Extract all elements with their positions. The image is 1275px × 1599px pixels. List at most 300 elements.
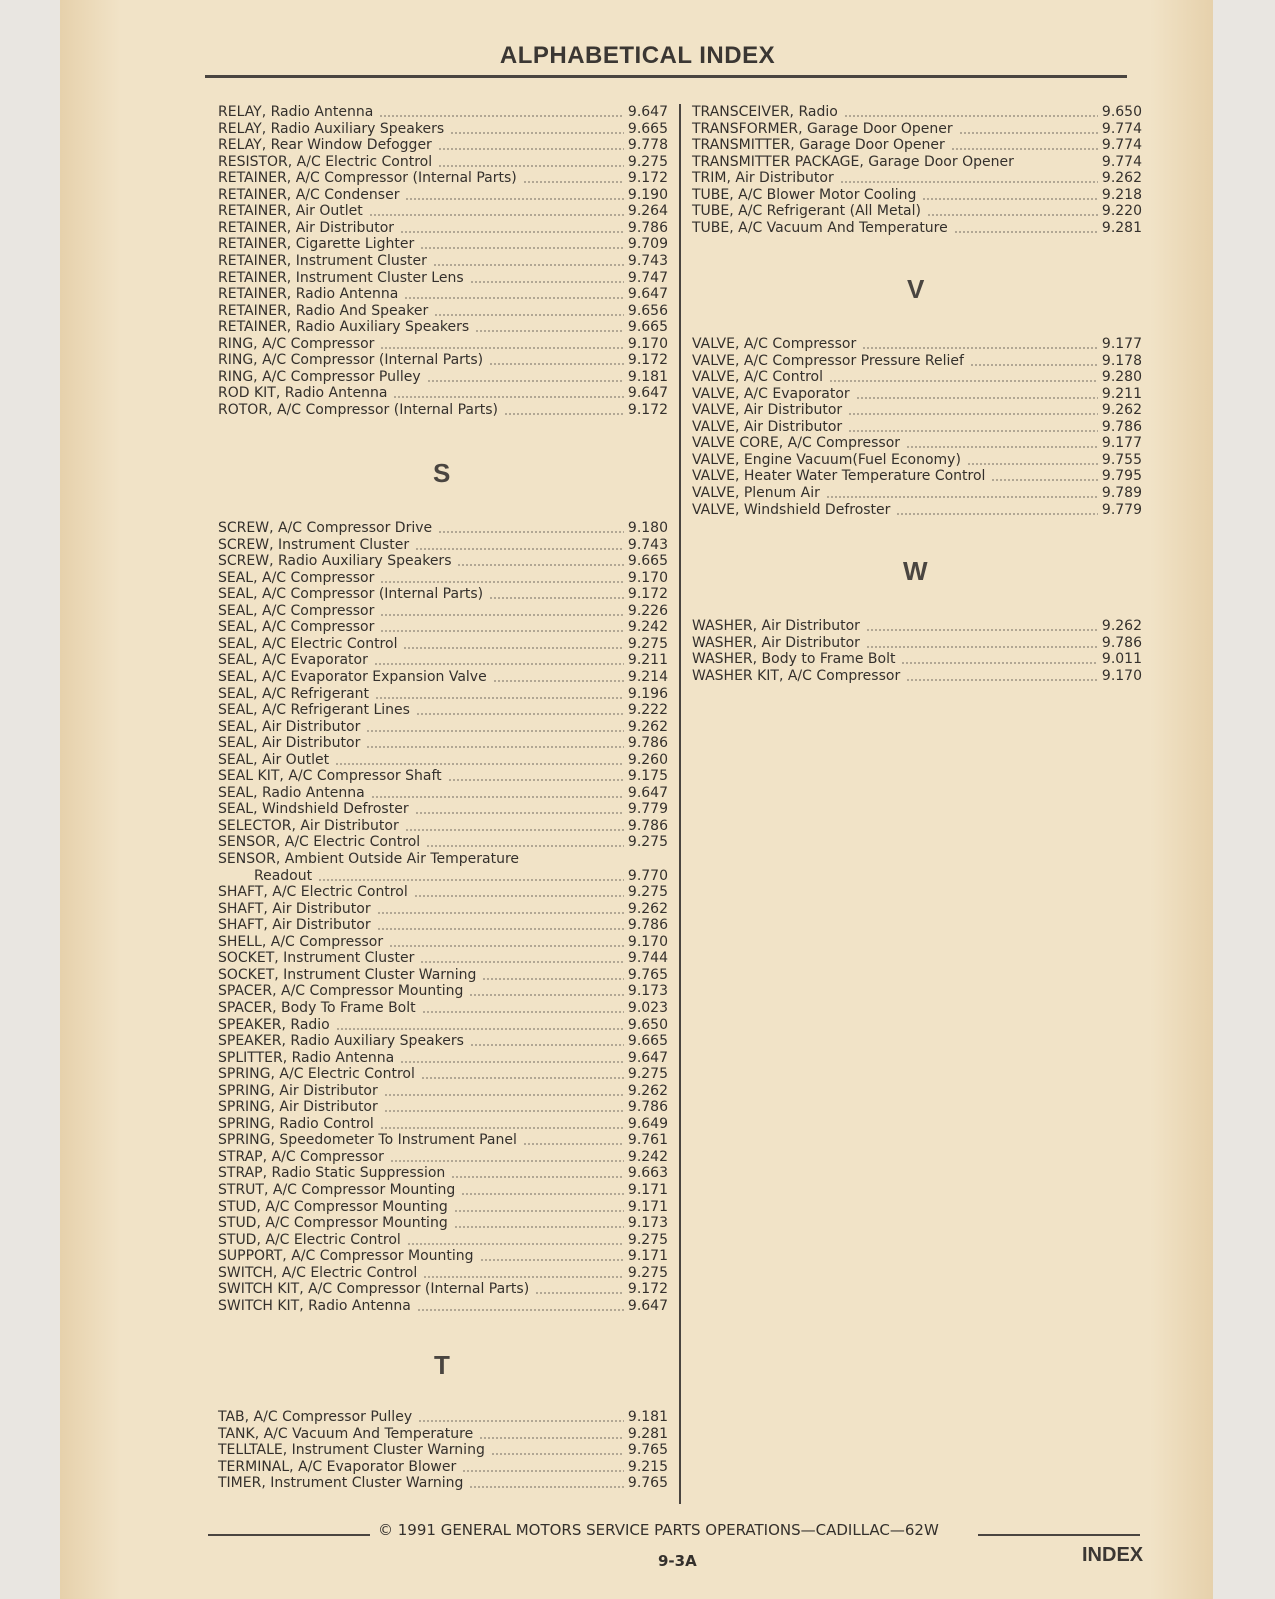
entry-label: SPEAKER, Radio Auxiliary Speakers <box>218 1033 464 1050</box>
index-entry <box>218 154 668 171</box>
dot-leader <box>423 1276 624 1278</box>
entry-label: TELLTALE, Instrument Cluster Warning <box>218 1442 485 1459</box>
entry-label: RETAINER, Instrument Cluster Lens <box>218 269 464 286</box>
index-entry <box>218 1149 668 1166</box>
index-entry <box>218 369 668 386</box>
entry-label: WASHER, Body to Frame Bolt <box>692 651 896 668</box>
entry-label: SPLITTER, Radio Antenna <box>218 1049 395 1066</box>
entry-label: SPRING, Air Distributor <box>218 1099 378 1116</box>
index-entry <box>218 1265 668 1282</box>
index-entry <box>218 286 668 303</box>
dot-leader <box>384 1110 624 1112</box>
entry-page-number: 9.786 <box>627 735 668 752</box>
dot-leader <box>427 380 624 382</box>
dot-leader <box>421 1077 624 1079</box>
entry-page-number: 9.275 <box>627 635 668 652</box>
dot-leader <box>380 347 623 349</box>
entry-page-number: 9.262 <box>627 718 668 735</box>
dot-leader <box>451 1176 624 1178</box>
entry-label: SELECTOR, Air Distributor <box>218 817 399 834</box>
entry-label: STRAP, Radio Static Suppression <box>218 1165 446 1182</box>
dot-leader <box>504 413 624 415</box>
entry-label: STUD, A/C Compressor Mounting <box>218 1215 448 1232</box>
entry-label: VALVE, Plenum Air <box>692 484 820 501</box>
entry-page-number: 9.765 <box>627 1442 668 1459</box>
index-entry <box>218 1199 668 1216</box>
entry-label: RETAINER, Radio Auxiliary Speakers <box>218 319 470 336</box>
page-title: ALPHABETICAL INDEX <box>499 42 776 69</box>
entry-page-number: 9.647 <box>627 1297 668 1314</box>
entry-page-number: 9.170 <box>627 335 668 352</box>
index-entry <box>218 768 668 785</box>
entry-label: SCREW, A/C Compressor Drive <box>218 520 433 536</box>
entry-label: SENSOR, A/C Electric Control <box>218 834 421 851</box>
dot-leader <box>927 214 1098 216</box>
entry-page-number: 9.177 <box>1101 435 1142 452</box>
entry-label: VALVE, Air Distributor <box>692 418 843 435</box>
entry-page-number: 9.744 <box>627 950 668 967</box>
entry-label: SEAL, Air Distributor <box>218 718 361 735</box>
dot-leader <box>377 912 624 914</box>
entry-label: RELAY, Radio Antenna <box>218 104 374 120</box>
entry-page-number: 9.172 <box>627 401 668 418</box>
dot-leader <box>417 1309 624 1311</box>
entry-label: SOCKET, Instrument Cluster Warning <box>218 966 477 983</box>
dot-leader <box>335 763 624 765</box>
entry-label: SPRING, A/C Electric Control <box>218 1066 415 1083</box>
index-entry <box>218 603 668 620</box>
entry-page-number: 9.770 <box>627 867 668 884</box>
entry-label: SEAL, A/C Compressor <box>218 602 375 619</box>
dot-leader <box>389 945 624 947</box>
entry-label: SEAL, A/C Refrigerant Lines <box>218 702 410 719</box>
index-entry <box>218 785 668 802</box>
entry-page-number: 9.177 <box>1101 336 1142 352</box>
index-entry <box>692 187 1142 204</box>
dot-leader <box>438 148 624 150</box>
entry-page-number: 9.172 <box>627 352 668 369</box>
dot-leader <box>848 430 1098 432</box>
index-entry <box>218 303 668 320</box>
entry-page-number: 9.663 <box>627 1165 668 1182</box>
entry-page-number: 9.180 <box>627 520 668 536</box>
index-entry <box>218 220 668 237</box>
dot-leader <box>375 697 624 699</box>
title-rule <box>205 75 1127 78</box>
entry-label: RESISTOR, A/C Electric Control <box>218 153 433 170</box>
page-number: 9-3A <box>658 1552 697 1570</box>
entry-page-number: 9.765 <box>627 966 668 983</box>
entry-page-number: 9.262 <box>1101 170 1142 187</box>
entry-page-number: 9.215 <box>627 1458 668 1475</box>
entry-label: VALVE, A/C Evaporator <box>692 385 850 402</box>
section-letter-s: S <box>433 458 451 488</box>
index-entry <box>218 203 668 220</box>
index-entry <box>218 1083 668 1100</box>
index-entry <box>218 1475 668 1492</box>
dot-leader <box>438 531 624 533</box>
index-entry <box>692 502 1142 519</box>
entry-label: SEAL, A/C Evaporator <box>218 652 368 669</box>
index-entry <box>692 435 1142 452</box>
entry-page-number: 9.281 <box>627 1425 668 1442</box>
entry-page-number: 9.220 <box>1101 203 1142 220</box>
entry-page-number: 9.262 <box>1101 618 1142 634</box>
entry-label: ROD KIT, Radio Antenna <box>218 385 388 402</box>
entry-page-number: 9.789 <box>1101 484 1142 501</box>
entry-page-number: 9.774 <box>1101 153 1142 170</box>
entry-page-number: 9.264 <box>627 203 668 220</box>
index-entry <box>692 353 1142 370</box>
entry-label: SEAL, Air Outlet <box>218 751 330 768</box>
dot-leader <box>415 548 624 550</box>
dot-leader <box>377 928 624 930</box>
entry-page-number: 9.226 <box>627 602 668 619</box>
entry-label: SPACER, Body To Frame Bolt <box>218 999 416 1016</box>
dot-leader <box>901 662 1097 664</box>
index-entry <box>218 104 668 121</box>
entry-page-number: 9.211 <box>627 652 668 669</box>
index-entry <box>218 319 668 336</box>
index-entry <box>218 1459 668 1476</box>
index-entry <box>218 884 668 901</box>
entry-page-number: 9.747 <box>627 269 668 286</box>
entry-page-number: 9.786 <box>1101 418 1142 435</box>
dot-leader <box>523 1143 624 1145</box>
entry-page-number: 9.786 <box>627 817 668 834</box>
dot-leader <box>856 397 1098 399</box>
index-entry <box>218 121 668 138</box>
dot-leader <box>369 214 624 216</box>
entry-page-number: 9.795 <box>1101 468 1142 485</box>
entry-label: RETAINER, Instrument Cluster <box>218 252 427 269</box>
entry-label: RETAINER, Air Outlet <box>218 203 363 220</box>
index-entry <box>218 1033 668 1050</box>
index-entry <box>218 570 668 587</box>
entry-page-number: 9.656 <box>627 302 668 319</box>
dot-leader <box>866 629 1098 631</box>
entry-page-number: 9.170 <box>627 569 668 586</box>
dot-leader <box>489 597 624 599</box>
entry-label: STUD, A/C Electric Control <box>218 1231 401 1248</box>
entry-page-number: 9.275 <box>627 1066 668 1083</box>
index-entry <box>218 1248 668 1265</box>
dot-leader <box>380 1127 624 1129</box>
entry-page-number: 9.281 <box>1101 219 1142 236</box>
entry-label: TIMER, Instrument Cluster Warning <box>218 1475 464 1492</box>
index-entry <box>692 336 1142 353</box>
dot-leader <box>480 1259 624 1261</box>
index-entry <box>692 618 1142 635</box>
dot-leader <box>489 363 624 365</box>
entry-page-number: 9.275 <box>627 1264 668 1281</box>
entry-page-number: 9.242 <box>627 1148 668 1165</box>
index-entry <box>692 121 1142 138</box>
dot-leader <box>420 961 624 963</box>
entry-label: RETAINER, Radio And Speaker <box>218 302 429 319</box>
entry-page-number: 9.170 <box>627 933 668 950</box>
dot-leader <box>390 1160 624 1162</box>
entry-page-number: 9.172 <box>627 586 668 603</box>
index-entry <box>692 635 1142 652</box>
entry-page-number: 9.665 <box>627 1033 668 1050</box>
entry-page-number: 9.172 <box>627 1281 668 1298</box>
entry-label: SCREW, Radio Auxiliary Speakers <box>218 553 452 570</box>
entry-page-number: 9.786 <box>627 219 668 236</box>
dot-leader <box>403 647 623 649</box>
entry-page-number: 9.260 <box>627 751 668 768</box>
index-entry <box>218 752 668 769</box>
entry-page-number: 9.665 <box>627 319 668 336</box>
dot-leader <box>862 347 1098 349</box>
index-entry <box>218 586 668 603</box>
dot-leader <box>433 264 624 266</box>
dot-leader <box>951 148 1098 150</box>
dot-leader <box>420 247 624 249</box>
entry-label: VALVE, A/C Compressor <box>692 336 857 352</box>
dot-leader <box>523 181 624 183</box>
entry-label: SPRING, Air Distributor <box>218 1082 378 1099</box>
entry-label: TUBE, A/C Refrigerant (All Metal) <box>692 203 921 220</box>
entry-page-number: 9.175 <box>627 768 668 785</box>
index-entry <box>218 1215 668 1232</box>
dot-leader <box>380 614 624 616</box>
entry-page-number: 9.178 <box>1101 352 1142 369</box>
entry-label: SEAL, Windshield Defroster <box>218 801 409 818</box>
entry-page-number: 9.778 <box>627 137 668 154</box>
dot-leader <box>959 132 1098 134</box>
entry-page-number: 9.170 <box>1101 667 1142 684</box>
dot-leader <box>366 746 624 748</box>
entry-label: VALVE, Engine Vacuum(Fuel Economy) <box>692 451 961 468</box>
entry-label: SEAL, Radio Antenna <box>218 784 365 801</box>
dot-leader <box>844 115 1098 117</box>
dot-leader <box>462 1470 624 1472</box>
dot-leader <box>906 446 1098 448</box>
entry-label: RETAINER, Cigarette Lighter <box>218 236 415 253</box>
footer-rule-right <box>978 1534 1140 1536</box>
entry-label: SUPPORT, A/C Compressor Mounting <box>218 1248 474 1265</box>
index-entry <box>218 1066 668 1083</box>
index-entry <box>218 652 668 669</box>
copyright-notice: © 1991 GENERAL MOTORS SERVICE PARTS OPERATIONS—CADILLAC—62W <box>378 1521 939 1539</box>
entry-page-number: 9.774 <box>1101 137 1142 154</box>
entry-page-number: 9.647 <box>627 1049 668 1066</box>
entry-page-number: 9.023 <box>627 999 668 1016</box>
index-entry <box>692 137 1142 154</box>
index-entry <box>218 352 668 369</box>
entry-label: TRANSCEIVER, Radio <box>692 104 838 120</box>
index-entry <box>218 901 668 918</box>
entry-label: RING, A/C Compressor (Internal Parts) <box>218 352 484 369</box>
entry-page-number: 9.649 <box>627 1115 668 1132</box>
dot-leader <box>991 479 1097 481</box>
entry-page-number: 9.665 <box>627 553 668 570</box>
entry-label: SEAL, A/C Refrigerant <box>218 685 370 702</box>
entry-page-number: 9.650 <box>1101 104 1142 120</box>
index-entry <box>218 137 668 154</box>
index-entry <box>218 735 668 752</box>
entry-label: SEAL, A/C Compressor <box>218 569 375 586</box>
dot-leader <box>380 581 624 583</box>
entry-label: SHELL, A/C Compressor <box>218 933 384 950</box>
dot-leader <box>535 1292 624 1294</box>
entry-label: ROTOR, A/C Compressor (Internal Parts) <box>218 401 499 418</box>
entry-page-number: 9.222 <box>627 702 668 719</box>
dot-leader <box>475 330 624 332</box>
dot-leader <box>415 812 624 814</box>
dot-leader <box>454 1226 624 1228</box>
entry-page-number: 9.181 <box>627 1409 668 1425</box>
dot-leader <box>461 1193 624 1195</box>
entry-label: SENSOR, Ambient Outside Air Temperature <box>218 851 520 867</box>
entry-label: TRANSMITTER, Garage Door Opener <box>692 137 945 154</box>
index-entry <box>218 170 668 187</box>
index-entry <box>218 1050 668 1067</box>
entry-page-number: 9.173 <box>627 983 668 1000</box>
index-entry <box>218 1165 668 1182</box>
entry-page-number: 9.275 <box>627 884 668 901</box>
entry-label: SHAFT, A/C Electric Control <box>218 884 408 901</box>
entry-label: SCREW, Instrument Cluster <box>218 536 410 553</box>
index-entry <box>218 402 668 419</box>
entry-label: TRANSFORMER, Garage Door Opener <box>692 120 953 137</box>
section-letter-w: W <box>903 556 928 586</box>
index-entry <box>692 154 1142 171</box>
dot-leader <box>448 779 624 781</box>
index-entry <box>218 1442 668 1459</box>
entry-label: TUBE, A/C Vacuum And Temperature <box>692 219 948 236</box>
dot-leader <box>374 663 624 665</box>
dot-leader <box>848 413 1098 415</box>
dot-leader <box>829 380 1098 382</box>
index-entry <box>218 553 668 570</box>
index-entry <box>218 686 668 703</box>
entry-label: VALVE, Air Distributor <box>692 402 843 419</box>
entry-page-number: 9.779 <box>627 801 668 818</box>
index-entry <box>692 170 1142 187</box>
dot-leader <box>414 895 624 897</box>
index-entry <box>218 270 668 287</box>
entry-page-number: 9.786 <box>627 917 668 934</box>
entry-page-number: 9.275 <box>627 153 668 170</box>
entry-label: RETAINER, A/C Compressor (Internal Parts) <box>218 170 517 187</box>
dot-leader <box>454 1210 624 1212</box>
dot-leader <box>469 1486 623 1488</box>
dot-leader <box>400 1061 624 1063</box>
entry-page-number: 9.214 <box>627 668 668 685</box>
index-entry <box>692 468 1142 485</box>
entry-label: SPEAKER, Radio <box>218 1016 330 1033</box>
entry-page-number: 9.743 <box>627 536 668 553</box>
entry-label: TAB, A/C Compressor Pulley <box>218 1409 413 1425</box>
entry-label: SEAL, A/C Compressor <box>218 619 375 636</box>
index-entry <box>218 520 668 537</box>
entry-label: SHAFT, Air Distributor <box>218 900 371 917</box>
entry-page-number: 9.171 <box>627 1248 668 1265</box>
dot-leader <box>967 463 1098 465</box>
entry-page-number: 9.275 <box>627 1231 668 1248</box>
index-entry <box>692 668 1142 685</box>
entry-label: TANK, A/C Vacuum And Temperature <box>218 1425 474 1442</box>
index-entry <box>218 236 668 253</box>
entry-label: RELAY, Rear Window Defogger <box>218 137 432 154</box>
entry-label: VALVE, A/C Control <box>692 369 823 386</box>
entry-label: WASHER KIT, A/C Compressor <box>692 667 901 684</box>
dot-leader <box>922 198 1098 200</box>
index-entry <box>218 1409 668 1426</box>
entry-label: VALVE, Windshield Defroster <box>692 501 891 518</box>
entry-label: Readout <box>254 867 313 884</box>
entry-page-number: 9.774 <box>1101 120 1142 137</box>
index-entry <box>218 1017 668 1034</box>
entry-label: SEAL, A/C Evaporator Expansion Valve <box>218 668 487 685</box>
index-entry <box>218 1132 668 1149</box>
entry-page-number: 9.211 <box>1101 385 1142 402</box>
entry-label: SWITCH KIT, Radio Antenna <box>218 1297 411 1314</box>
index-entry <box>218 1099 668 1116</box>
entry-page-number: 9.280 <box>1101 369 1142 386</box>
index-entry <box>218 253 668 270</box>
entry-page-number: 9.181 <box>627 368 668 385</box>
entry-page-number: 9.190 <box>627 186 668 203</box>
index-entry <box>218 719 668 736</box>
dot-leader <box>426 845 624 847</box>
index-entry <box>218 983 668 1000</box>
entry-page-number: 9.171 <box>627 1182 668 1198</box>
dot-leader <box>470 1044 624 1046</box>
index-entry <box>218 818 668 835</box>
entry-page-number: 9.196 <box>627 685 668 702</box>
entry-page-number: 9.761 <box>627 1132 668 1149</box>
index-entry <box>218 669 668 686</box>
entry-label: VALVE, A/C Compressor Pressure Relief <box>692 352 964 369</box>
dot-leader <box>393 396 623 398</box>
entry-label: SEAL, Air Distributor <box>218 735 361 752</box>
entry-label: TUBE, A/C Blower Motor Cooling <box>692 186 917 203</box>
index-entry <box>218 917 668 934</box>
column-divider <box>679 104 681 1504</box>
dot-leader <box>405 198 623 200</box>
dot-leader <box>438 165 624 167</box>
entry-label: SWITCH, A/C Electric Control <box>218 1264 418 1281</box>
index-entry <box>218 1298 668 1315</box>
entry-page-number: 9.275 <box>627 834 668 851</box>
entry-label: TERMINAL, A/C Evaporator Blower <box>218 1458 457 1475</box>
entry-page-number: 9.172 <box>627 170 668 187</box>
entry-label: SPRING, Radio Control <box>218 1115 374 1132</box>
index-entry <box>692 452 1142 469</box>
index-entry <box>218 950 668 967</box>
index-entry <box>218 868 668 885</box>
entry-page-number: 9.647 <box>627 784 668 801</box>
index-entry <box>218 1426 668 1443</box>
entry-label: WASHER, Air Distributor <box>692 634 860 651</box>
index-entry <box>218 1232 668 1249</box>
dot-leader <box>482 978 624 980</box>
entry-page-number: 9.786 <box>627 1099 668 1116</box>
entry-label: SPACER, A/C Compressor Mounting <box>218 983 464 1000</box>
index-entry <box>692 203 1142 220</box>
entry-label: SEAL, A/C Electric Control <box>218 635 398 652</box>
dot-leader <box>405 829 624 831</box>
dot-leader <box>407 1243 624 1245</box>
index-entry <box>692 386 1142 403</box>
index-entry <box>692 485 1142 502</box>
dot-leader <box>418 1420 624 1422</box>
entry-label: STRUT, A/C Compressor Mounting <box>218 1182 456 1198</box>
index-entry <box>218 801 668 818</box>
